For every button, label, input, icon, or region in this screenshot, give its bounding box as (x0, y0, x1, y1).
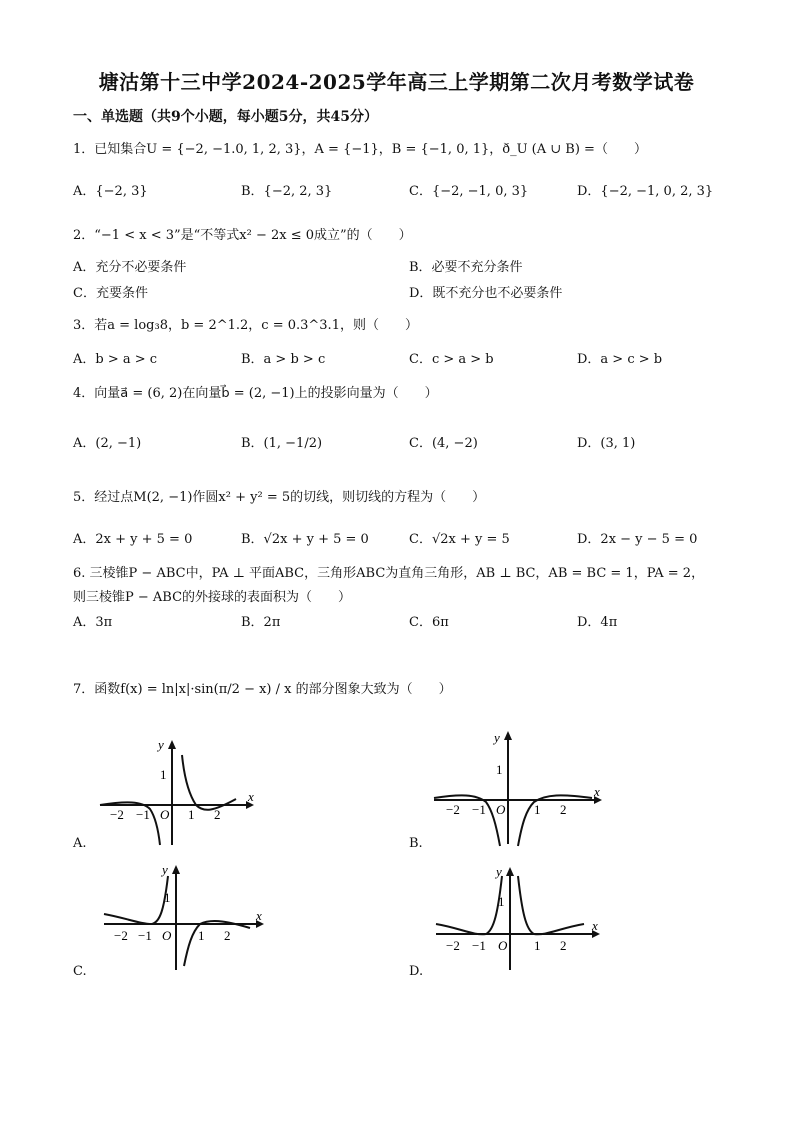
curve-right (182, 755, 236, 810)
origin-label: O (498, 938, 508, 953)
q2-option-c[interactable]: C．充要条件 (73, 286, 148, 301)
x-label: x (256, 908, 262, 923)
q2-option-b[interactable]: B．必要不充分条件 (409, 260, 523, 275)
origin-label: O (160, 807, 170, 822)
tick-x-1: 1 (188, 807, 195, 822)
question-5: 5．经过点M(2, −1)作圆x² + y² = 5的切线，则切线的方程为（ ） (73, 490, 486, 505)
y-axis-arrow (172, 865, 180, 874)
origin-label: O (162, 928, 172, 943)
tick-y-1: 1 (160, 767, 167, 782)
y-label: y (158, 737, 164, 752)
curve-right (518, 876, 584, 934)
q4-option-a[interactable]: A．(2, −1) (73, 436, 142, 451)
q7-option-d[interactable]: D. (409, 964, 424, 979)
x-label: x (594, 784, 600, 799)
q6-option-c[interactable]: C．6π (409, 615, 449, 630)
q4-option-c[interactable]: C．(4, −2) (409, 436, 478, 451)
y-label: y (162, 862, 168, 877)
tick-x-m2: −2 (446, 938, 460, 953)
tick-x-1: 1 (534, 802, 541, 817)
y-label: y (496, 864, 502, 879)
y-axis-arrow (504, 731, 512, 740)
section-heading: 一、单选题（共9个小题，每小题5分，共45分） (73, 109, 378, 125)
question-2: 2．“−1 < x < 3”是“不等式x² − 2x ≤ 0成立”的（ ） (73, 228, 412, 243)
q7-option-b[interactable]: B. (409, 836, 423, 851)
graph-option-b[interactable] (430, 724, 605, 849)
tick-x-2: 2 (560, 802, 567, 817)
q7-option-a[interactable]: A. (73, 836, 87, 851)
question-4: 4．向量a⃗ = (6, 2)在向量b⃗ = (2, −1)上的投影向量为（ ） (73, 386, 438, 401)
curve-right (184, 921, 250, 966)
origin-label: O (496, 802, 506, 817)
q5-option-a[interactable]: A．2x + y + 5 = 0 (73, 532, 193, 547)
question-7: 7．函数f(x) = ln|x|·sin(π/2 − x) / x 的部分图象大致为（ ） (73, 682, 452, 697)
graph-option-a[interactable] (96, 735, 256, 850)
curve-left (436, 876, 502, 934)
q2-option-a[interactable]: A．充分不必要条件 (73, 260, 187, 275)
question-1: 1．已知集合U = {−2, −1.0, 1, 2, 3}，A = {−1}，B = {−1, 0, 1}，ð_U (A ∪ B) =（ ） (73, 142, 647, 157)
y-label: y (494, 730, 500, 745)
q4-option-b[interactable]: B．(1, −1/2) (241, 436, 323, 451)
q5-option-b[interactable]: B．√2x + y + 5 = 0 (241, 532, 369, 547)
tick-x-1: 1 (534, 938, 541, 953)
q6-option-d[interactable]: D．4π (577, 615, 618, 630)
q4-option-d[interactable]: D．(3, 1) (577, 436, 636, 451)
q6-option-b[interactable]: B．2π (241, 615, 281, 630)
curve-right (518, 795, 592, 846)
tick-x-m2: −2 (114, 928, 128, 943)
tick-y-1: 1 (496, 762, 503, 777)
tick-x-m2: −2 (110, 807, 124, 822)
question-6-line-2: 则三棱锥P − ABC的外接球的表面积为（ ） (73, 590, 352, 605)
q5-option-c[interactable]: C．√2x + y = 5 (409, 532, 510, 547)
question-6: 6. 三棱锥P − ABC中，PA ⊥ 平面ABC，三角形ABC为直角三角形，AB ⊥ BC，AB = BC = 1，PA = 2， (73, 566, 705, 581)
q5-option-d[interactable]: D．2x − y − 5 = 0 (577, 532, 698, 547)
x-label: x (592, 918, 598, 933)
tick-y-1: 1 (498, 894, 505, 909)
tick-x-m1: −1 (138, 928, 152, 943)
q3-option-c[interactable]: C．c > a > b (409, 352, 494, 367)
y-axis-arrow (506, 867, 514, 876)
x-label: x (248, 789, 254, 804)
q3-option-b[interactable]: B．a > b > c (241, 352, 326, 367)
q3-option-a[interactable]: A．b > a > c (73, 352, 158, 367)
curve-left (104, 876, 168, 924)
curve-left (100, 802, 160, 845)
tick-x-2: 2 (560, 938, 567, 953)
tick-x-m1: −1 (136, 807, 150, 822)
q1-option-b[interactable]: B．{−2, 2, 3} (241, 184, 333, 199)
q6-option-a[interactable]: A．3π (73, 615, 113, 630)
q7-option-c[interactable]: C. (73, 964, 87, 979)
q3-option-d[interactable]: D．a > c > b (577, 352, 663, 367)
page-title: 塘沽第十三中学2024-2025学年高三上学期第二次月考数学试卷 (98, 70, 695, 94)
tick-x-2: 2 (214, 807, 221, 822)
question-3: 3．若a = log₃8，b = 2^1.2，c = 0.3^3.1，则（ ） (73, 318, 418, 333)
curve-left (434, 795, 500, 846)
tick-y-1: 1 (164, 890, 171, 905)
tick-x-m1: −1 (472, 802, 486, 817)
tick-x-m1: −1 (472, 938, 486, 953)
tick-x-1: 1 (198, 928, 205, 943)
q1-option-d[interactable]: D．{−2, −1, 0, 2, 3} (577, 184, 714, 199)
q1-option-c[interactable]: C．{−2, −1, 0, 3} (409, 184, 529, 199)
tick-x-m2: −2 (446, 802, 460, 817)
graph-option-c[interactable] (100, 862, 265, 972)
y-axis-arrow (168, 740, 176, 749)
q2-option-d[interactable]: D．既不充分也不必要条件 (409, 286, 563, 301)
tick-x-2: 2 (224, 928, 231, 943)
q1-option-a[interactable]: A．{−2, 3} (73, 184, 148, 199)
graph-option-d[interactable] (432, 862, 602, 972)
